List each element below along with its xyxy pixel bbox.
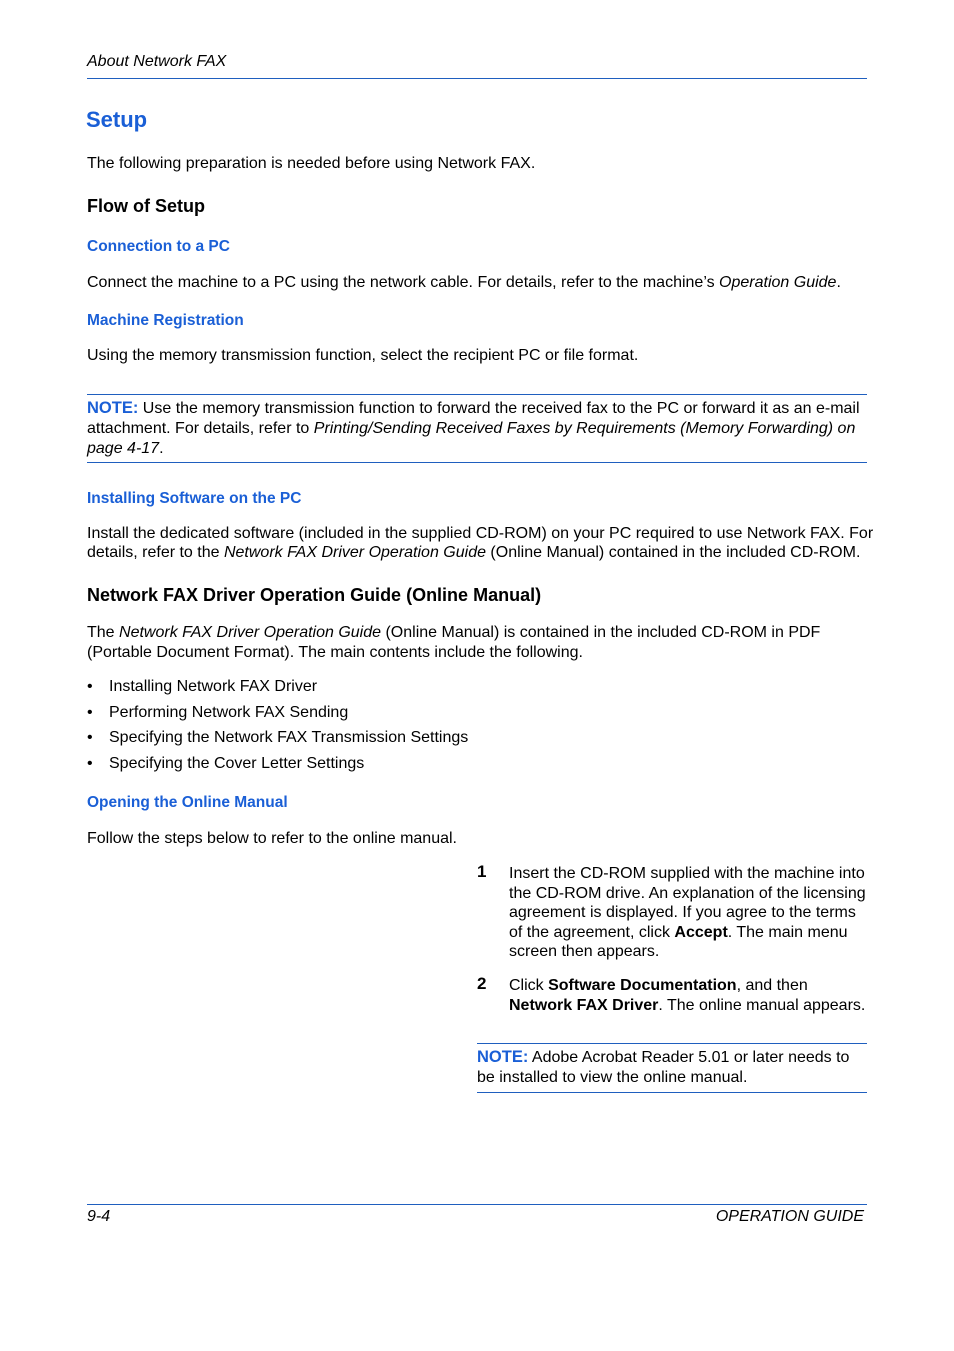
registration-text: Using the memory transmission function, select the recipient PC or file format.	[87, 347, 639, 364]
step-text: Insert the CD-ROM supplied with the machine into the CD-ROM drive. An explanation of the licensing agreement is displayed. If you agree to the terms of the agreement, click Accept. The main menu screen then appears.	[509, 865, 866, 960]
guide-heading: Network FAX Driver Operation Guide (Online Manual)	[87, 585, 542, 605]
connection-heading: Connection to a PC	[87, 238, 230, 255]
registration-heading: Machine Registration	[87, 312, 244, 329]
page-title: Setup	[86, 107, 148, 132]
software-text-line1: Install the dedicated software (included in the supplied CD-ROM) on your PC required to use Network FAX. For	[87, 525, 874, 542]
note-bottom-rule	[87, 462, 867, 463]
connection-text: Connect the machine to a PC using the network cable. For details, refer to the machine’s Operation Guide.	[87, 274, 841, 291]
intro-text: The following preparation is needed before using Network FAX.	[87, 155, 536, 172]
list-item: • Installing Network FAX Driver	[87, 678, 318, 695]
note-label: NOTE:	[477, 1048, 529, 1066]
list-item: • Performing Network FAX Sending	[87, 704, 349, 721]
footer-guide-title: OPERATION GUIDE	[715, 1208, 864, 1225]
step-number: 2	[477, 974, 487, 993]
step-number: 1	[477, 862, 487, 881]
list-item: • Specifying the Cover Letter Settings	[87, 755, 365, 772]
step-text: Click Software Documentation, and then Network FAX Driver. The online manual appears.	[509, 977, 866, 1014]
note2-bottom-rule	[477, 1092, 867, 1093]
note2-top-rule	[477, 1043, 867, 1044]
note-label: NOTE:	[87, 399, 139, 417]
software-text-line2: details, refer to the Network FAX Driver Operation Guide (Online Manual) contained in the included CD-ROM.	[87, 544, 861, 561]
header-rule	[87, 78, 867, 79]
opening-text: Follow the steps below to refer to the online manual.	[87, 830, 457, 847]
list-item: • Specifying the Network FAX Transmission Settings	[87, 729, 469, 746]
footer-rule	[87, 1204, 867, 1205]
page-number: 9-4	[87, 1208, 111, 1225]
running-header: About Network FAX	[87, 53, 227, 70]
note-forwarding: NOTE: Use the memory transmission function to forward the received fax to the PC or forward it as an e-mail attachment. For details, refer to Printing/Sending Received Faxes by Requirements (Memory Forwarding) on page 4-17.	[87, 399, 860, 457]
guide-text-line1: The Network FAX Driver Operation Guide (Online Manual) is contained in the included CD-ROM in PDF	[87, 624, 821, 641]
note-top-rule	[87, 394, 867, 395]
software-heading: Installing Software on the PC	[87, 490, 302, 507]
note-reader: NOTE: Adobe Acrobat Reader 5.01 or later needs to be installed to view the online manual.	[477, 1048, 850, 1086]
guide-text-line2: (Portable Document Format). The main contents include the following.	[87, 644, 583, 661]
opening-heading: Opening the Online Manual	[87, 794, 288, 811]
flow-heading: Flow of Setup	[87, 196, 205, 216]
